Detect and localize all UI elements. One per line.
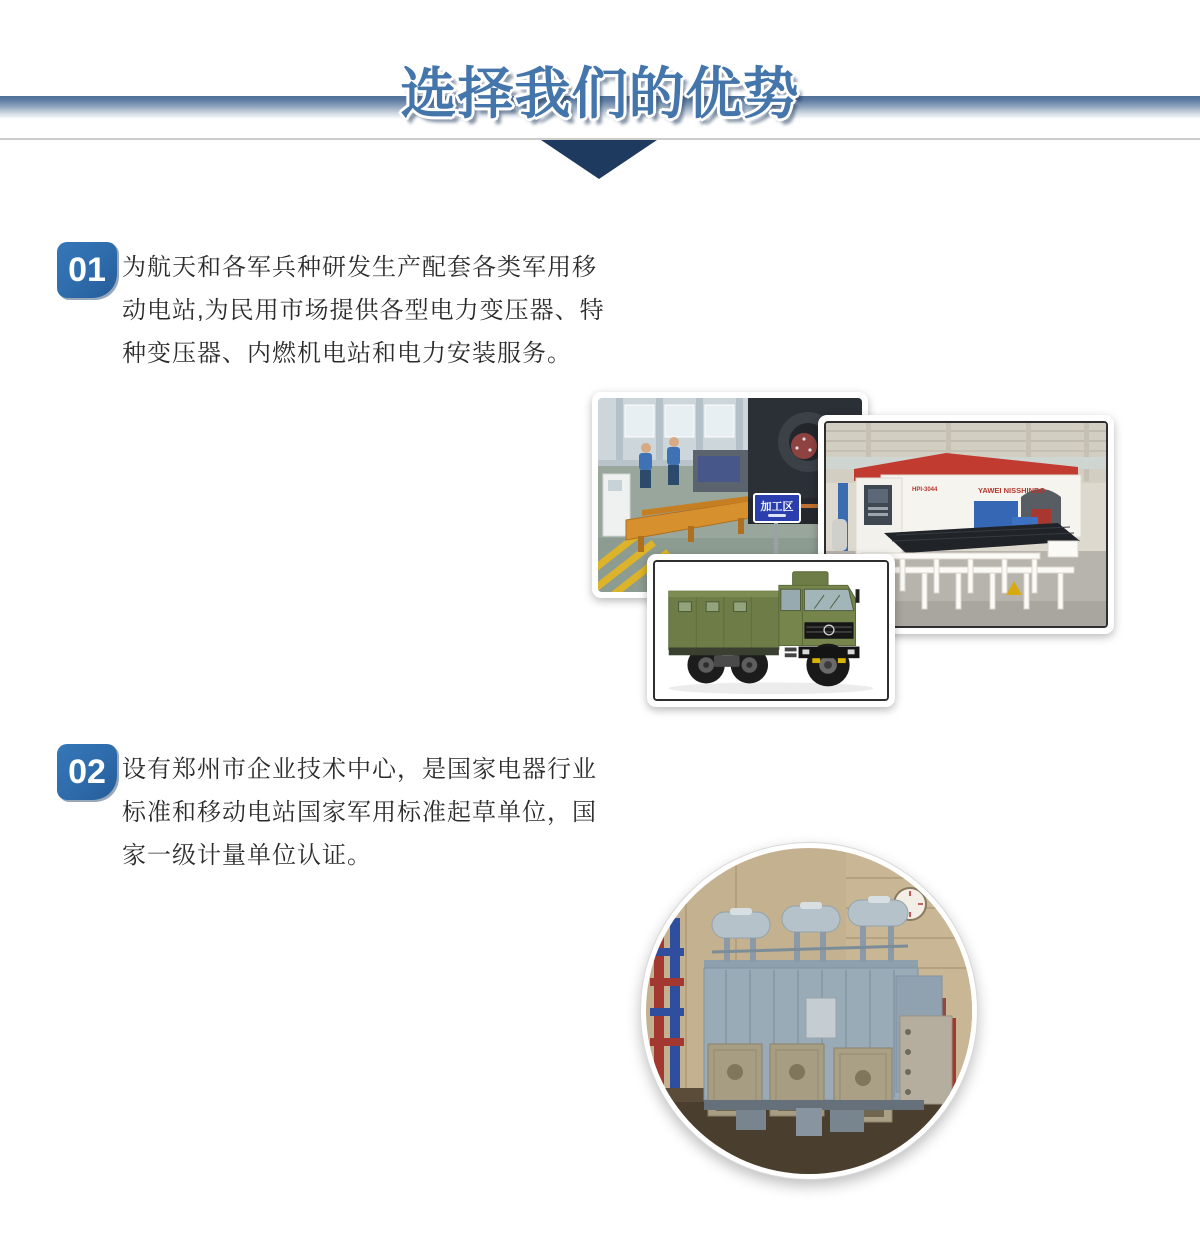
transformer-photo-illustration <box>646 848 972 1174</box>
advantage-2-line-2: 标准和移动电站国家军用标准起草单位，国 <box>122 799 597 826</box>
advantage-2-line-3: 家一级计量单位认证。 <box>122 842 372 869</box>
workshop-sign-label: 加工区 <box>760 501 794 513</box>
header-arrow-icon <box>541 140 657 179</box>
advantage-1-text <box>122 246 642 375</box>
truck-photo <box>647 554 895 707</box>
advantage-1-number: 01 <box>68 250 106 289</box>
truck-photo-illustration <box>655 562 887 699</box>
advantage-1-line-2: 动电站,为民用市场提供各型电力变压器、特 <box>122 297 605 324</box>
advantage-2-text <box>122 748 642 877</box>
page-title: 选择我们的优势 <box>400 62 800 125</box>
advantage-1-number-badge <box>57 242 117 298</box>
transformer-photo <box>640 842 978 1180</box>
advantage-2-line-1: 设有郑州市企业技术中心，是国家电器行业 <box>122 756 597 783</box>
punch-press-brand-label: YAWEI NISSHINBO <box>978 486 1046 495</box>
advantage-2-number: 02 <box>68 752 106 791</box>
advantage-1-line-3: 种变压器、内燃机电站和电力安装服务。 <box>122 340 572 367</box>
punch-press-model-label: HPI-3044 <box>912 487 938 493</box>
advantage-2-number-badge <box>57 744 117 800</box>
advantage-1-line-1: 为航天和各军兵种研发生产配套各类军用移 <box>122 254 597 281</box>
